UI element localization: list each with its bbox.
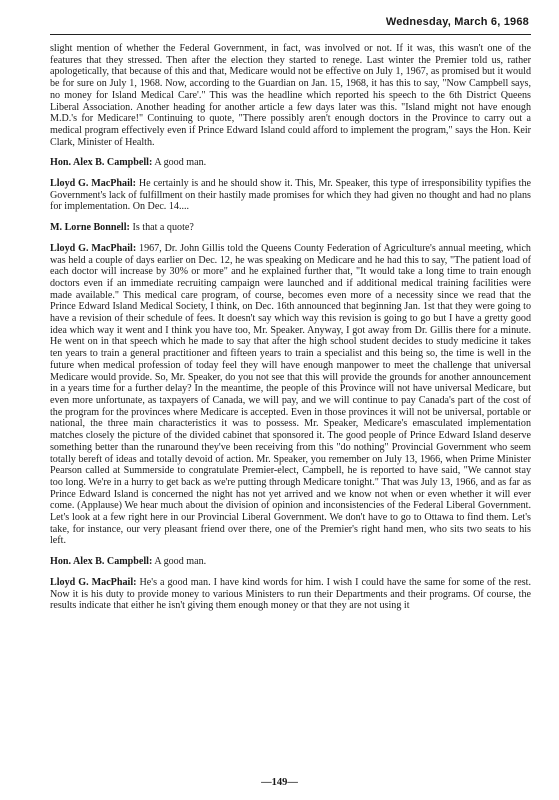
paragraph-text: A good man.: [154, 556, 207, 568]
speaker-name: M. Lorne Bonnell:: [50, 222, 130, 234]
paragraph-text: Is that a quote?: [132, 222, 194, 234]
speaker-name: Hon. Alex B. Campbell:: [50, 556, 153, 568]
page-number: —149—: [261, 777, 298, 788]
speaker-name: Lloyd G. MacPhail:: [50, 576, 137, 588]
paragraph-text: slight mention of whether the Federal Government, in fact, was involved or not. If it was, this wasn't one of the features that they stressed. Then after the election they started to renege. Last winter the Premier told us, rather apologetically, that because of this and that, Medicare would not be effective on July 1, 1967, as promised but it would be for sure on July 1, 1968. Now, according to the Guardian on Jan. 15, 1968, it has this to say, "Now Campbell says, no money for Island Medical Care'." This was the headline which reported his speech to the 6th District Queens Liberal Association. Another heading for another article a few days later was this. "Island might not have enough M.D.'s for Medicare!" Continuing to quote, "There possibly aren't enough doctors in the Province to carry out a medical program effectively even if Prince Edward Island could afford to implement the program," says the Hon. Keir Clark, Minister of Health.: [50, 43, 531, 148]
paragraph-text: A good man.: [154, 157, 207, 169]
speaker-name: Lloyd G. MacPhail:: [50, 178, 137, 190]
paragraph-text: He's a good man. I have kind words for him. I wish I could have the same for some of the rest. Now it is his duty to provide money to various Ministers to run their Departments and their programs. Of course, the results indicate that either he isn't giving them enough money or that they are not using it: [50, 576, 531, 612]
paragraph-text: He certainly is and he should show it. This, Mr. Speaker, this type of irresponsibility typifies the Government's lack of fulfillment on their hastily made promises for which they had given no thought and had no plans for implementation. On Dec. 14....: [50, 178, 531, 213]
transcript-paragraph: [50, 178, 531, 213]
header-date: Wednesday, March 6, 1968: [385, 16, 529, 28]
transcript-paragraph: [50, 577, 531, 612]
speaker-name: Hon. Alex B. Campbell:: [50, 157, 153, 169]
speaker-name: Lloyd G. MacPhail:: [50, 242, 137, 254]
transcript-paragraph: [50, 556, 531, 568]
transcript-paragraph: [50, 157, 531, 169]
page-header: [50, 14, 531, 35]
paragraph-text: 1967, Dr. John Gillis told the Queens County Federation of Agriculture's annual meeting, which was held a couple of days earlier on Dec. 12, he was speaking on Medicare and he had this to say, "The patient load of each doctor will increase by 30% or more" and he explained further that, "It would take a long time to train enough doctors even if an immediate recruiting campaign were launched and if additional medical training facilities were made available." This medical care program, of course, becomes even more of a necessity since we read that the Prince Edward Island Medical Society, I think, on Dec. 16th announced that beginning Jan. 1st that they were going to have a revision of their schedule of fees. It doesn't say which way this revision is going to go but I have a gretty good idea which way it went and I think you have too, Mr. Speaker. Anyway, I got away from Dr. Gillis there for a minute. He went on in that speech which he made to say that after the high school student decides to study medicine it takes ten years to train a general practitioner and fifteen years to train a specialist and this being so, the time is well in the future when medical profession of today feel they will have enough manpower to meet the challenge that universal Medicare would provide. So, Mr. Speaker, do you not see that this will provide the grounds for another announcement in a years time for a further delay? In the meantime, the people of this Province will not have universal Medicare, but even more unfortunate, as taxpayers of Canada, we will pay, and we will continue to pay Canada's part of the cost of the program for the provinces where Medicare is accepted. Even in those provinces it will not be universal, portable or national, the three main characteristics it was to possess. Mr. Speaker, Medicare's emasculated implementation matches closely the picture of the divided cabinet that sponsored it. The good people of Prince Edward Island deserve something better than the runaround they've been receiving from this "do nothing" Provincial Government who seem totally bereft of ideas and totally devoid of action. Mr. Speaker, you remember on July 13, 1966, when Prime Minister Pearson called at Summerside to congratulate Premier-elect, Campbell, he is reported to have said, "We cannot stay too long. We're in a hurry to get back as we're putting through Medicare tonight." That was July 13, 1966, and as far as Prince Edward Island is concerned the night has not yet arrived and we know not when or even whether it will ever come. (Applause) We hear much about the division of opinion and inconsistencies of the Federal Liberal Government. Let's look at a few right here in our Provincial Liberal Government. We don't have to go to Ottawa to find them. Let's take, for instance, our very pleasant friend over there, one of the Premier's right hand men, who sits two seats to his left.: [50, 242, 531, 547]
transcript-paragraph: [50, 222, 531, 234]
transcript-body: [50, 43, 531, 621]
transcript-paragraph: [50, 43, 531, 148]
transcript-paragraph: [50, 243, 531, 547]
